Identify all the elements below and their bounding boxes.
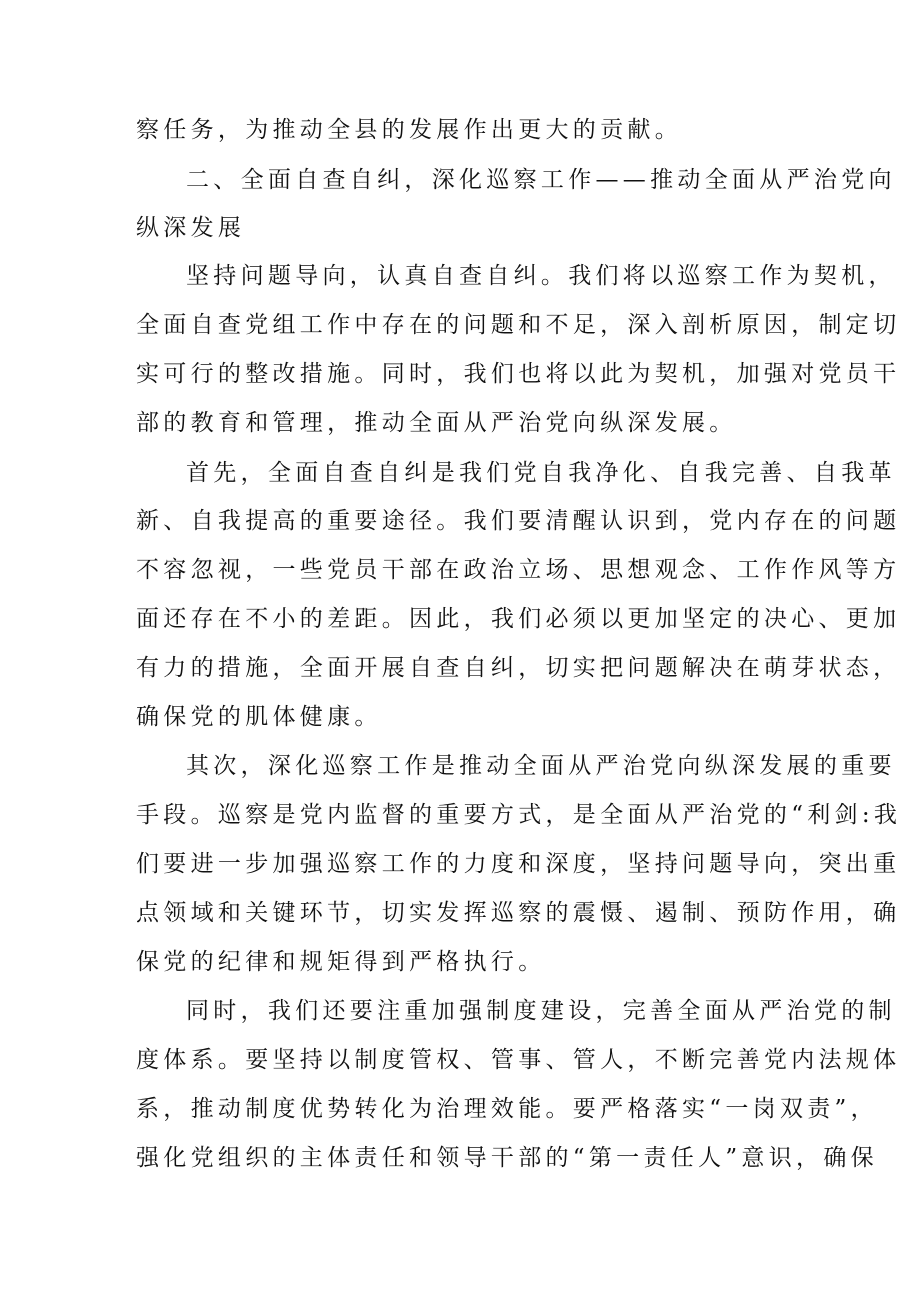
text-line: 全面自查党组工作中存在的问题和不足，深入剖析原因，制定切 — [136, 312, 901, 338]
text-line: 同时，我们还要注重加强制度建设，完善全面从严治党的制 — [186, 998, 896, 1024]
text-line: 系，推动制度优势转化为治理效能。要严格落实“一岗双责”， — [136, 1096, 878, 1122]
text-line: 点领域和关键环节，切实发挥巡察的震慑、遏制、预防作用，确 — [136, 900, 901, 926]
text-line: 首先，全面自查自纠是我们党自我净化、自我完善、自我革 — [186, 460, 896, 486]
text-line: 面还存在不小的差距。因此，我们必须以更加坚定的决心、更加 — [136, 606, 901, 632]
text-line: 部的教育和管理，推动全面从严治党向纵深发展。 — [136, 410, 737, 436]
text-line: 其次，深化巡察工作是推动全面从严治党向纵深发展的重要 — [186, 753, 896, 779]
text-line: 有力的措施，全面开展自查自纠，切实把问题解决在萌芽状态， — [136, 655, 901, 681]
text-line: 强化党组织的主体责任和领导干部的“第一责任人”意识，确保 — [136, 1145, 878, 1171]
text-line: 不容忽视，一些党员干部在政治立场、思想观念、工作作风等方 — [136, 557, 901, 583]
text-line: 察任务，为推动全县的发展作出更大的贡献。 — [136, 117, 682, 143]
text-line: 实可行的整改措施。同时，我们也将以此为契机，加强对党员干 — [136, 361, 901, 387]
text-line: 坚持问题导向，认真自查自纠。我们将以巡察工作为契机， — [186, 263, 896, 289]
text-line: 保党的纪律和规矩得到严格执行。 — [136, 949, 546, 975]
text-line: 度体系。要坚持以制度管权、管事、管人，不断完善党内法规体 — [136, 1047, 901, 1073]
section-heading-continued: 纵深发展 — [136, 215, 246, 241]
text-line: 新、自我提高的重要途径。我们要清醒认识到，党内存在的问题 — [136, 508, 901, 534]
text-line: 确保党的肌体健康。 — [136, 704, 382, 730]
section-heading: 二、全面自查自纠，深化巡察工作——推动全面从严治党向 — [186, 167, 896, 193]
text-line: 们要进一步加强巡察工作的力度和深度，坚持问题导向，突出重 — [136, 851, 901, 877]
text-line: 手段。巡察是党内监督的重要方式，是全面从严治党的“利剑:我 — [136, 802, 902, 828]
